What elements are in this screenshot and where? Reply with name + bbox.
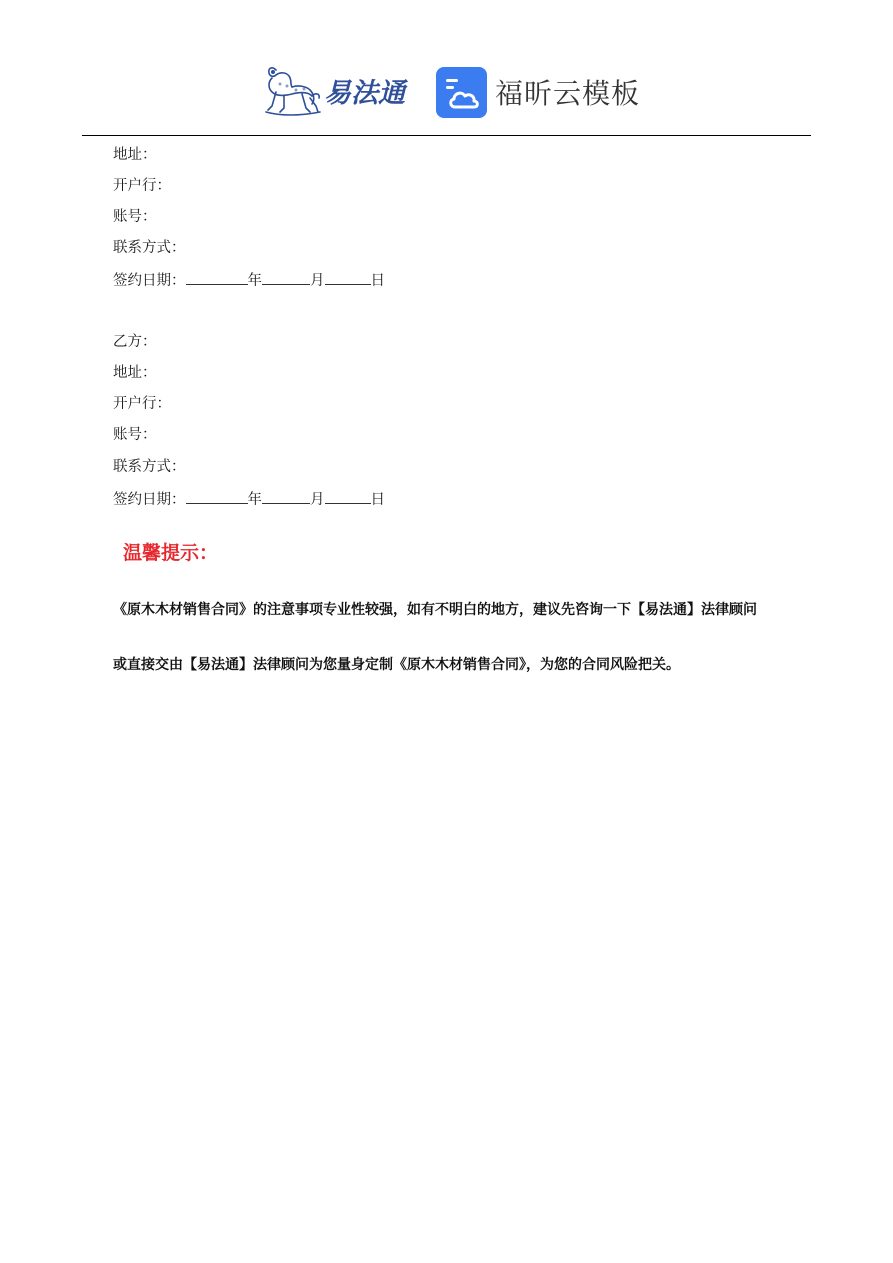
cloud-doc-icon <box>436 67 487 118</box>
party-b-bank: 开户行： <box>113 396 171 412</box>
qilin-logo-icon <box>262 62 322 118</box>
party-b-contact: 联系方式： <box>113 459 186 475</box>
year-blank[interactable] <box>186 270 248 285</box>
year-char: 年 <box>247 273 262 289</box>
tip-title: 温馨提示： <box>123 542 219 564</box>
party-a-contact: 联系方式： <box>113 240 186 256</box>
party-a-account: 账号： <box>113 209 157 225</box>
month-char: 月 <box>310 492 325 508</box>
month-blank[interactable] <box>262 489 310 504</box>
year-char: 年 <box>247 492 262 508</box>
party-a-address: 地址： <box>113 147 157 163</box>
day-blank[interactable] <box>325 489 371 504</box>
page-header <box>0 0 893 136</box>
party-b-sign-date <box>113 489 385 509</box>
party-b-address: 地址： <box>113 365 157 381</box>
tip-line-2: 或直接交由【易法通】法律顾问为您量身定制《原木木材销售合同》，为您的合同风险把关。 <box>113 657 680 673</box>
party-b-name: 乙方： <box>113 334 157 350</box>
month-char: 月 <box>310 273 325 289</box>
year-blank[interactable] <box>186 489 248 504</box>
fuxin-logo <box>436 66 640 118</box>
party-a-sign-date <box>113 270 385 290</box>
day-blank[interactable] <box>325 270 371 285</box>
month-blank[interactable] <box>262 270 310 285</box>
yifatong-logo-text: 易法通 <box>324 77 405 109</box>
fuxin-logo-text: 福昕云模板 <box>495 77 641 110</box>
day-char: 日 <box>370 492 385 508</box>
tip-line-1: 《原木木材销售合同》的注意事项专业性较强，如有不明白的地方，建议先咨询一下【易法通】法律顾问 <box>113 602 757 618</box>
header-divider <box>82 135 811 136</box>
yifatong-logo <box>262 62 414 118</box>
party-a-date-label: 签约日期： <box>113 273 186 289</box>
party-b-date-label: 签约日期： <box>113 492 186 508</box>
party-a-bank: 开户行： <box>113 178 171 194</box>
day-char: 日 <box>370 273 385 289</box>
party-b-account: 账号： <box>113 427 157 443</box>
